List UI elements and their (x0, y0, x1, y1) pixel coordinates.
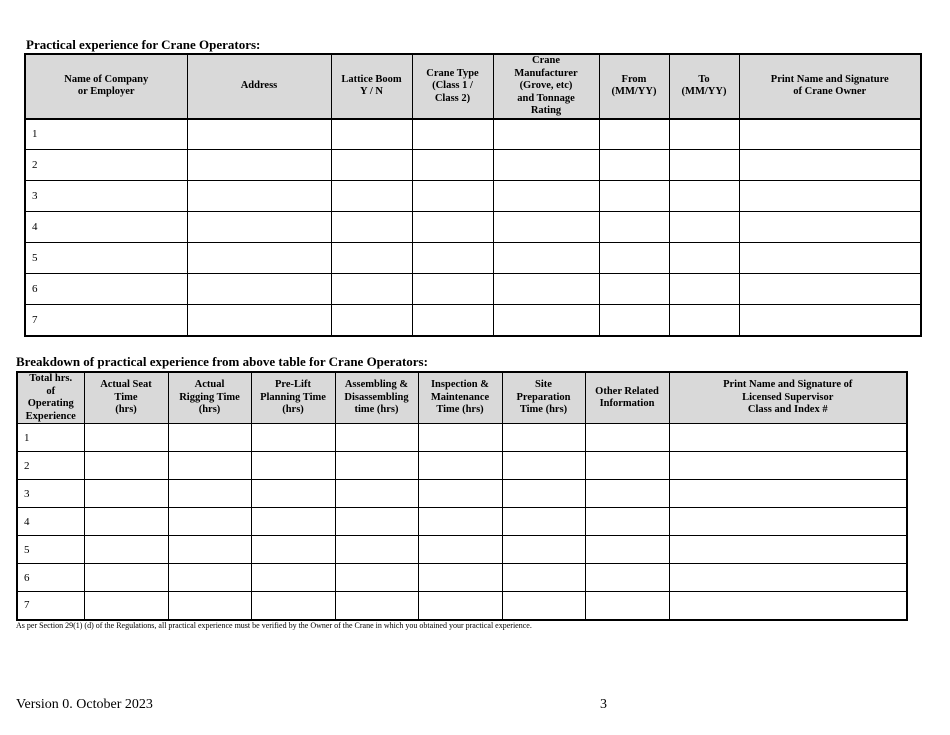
table2-entry-cell[interactable] (502, 536, 585, 564)
table1-row-number: 5 (25, 243, 187, 274)
table1-row-number: 7 (25, 305, 187, 336)
table-row (17, 424, 907, 452)
table1-entry-cell[interactable] (739, 305, 921, 336)
table1-entry-cell[interactable] (739, 119, 921, 150)
table1-entry-cell[interactable] (493, 119, 599, 150)
table2-entry-cell[interactable] (168, 536, 251, 564)
table1-entry-cell[interactable] (187, 305, 331, 336)
table2-entry-cell[interactable] (84, 564, 168, 592)
table1-entry-cell[interactable] (493, 243, 599, 274)
table2-header-1: Total hrs. of Operating Experience (17, 372, 84, 424)
table1-row-number: 3 (25, 181, 187, 212)
table2-entry-cell[interactable] (669, 564, 907, 592)
table2-row-number: 2 (17, 452, 84, 480)
table2-entry-cell[interactable] (168, 508, 251, 536)
table2-entry-cell[interactable] (251, 480, 335, 508)
table2-entry-cell[interactable] (335, 592, 418, 620)
table1-entry-cell[interactable] (412, 119, 493, 150)
table2-entry-cell[interactable] (251, 508, 335, 536)
table1-entry-cell[interactable] (599, 274, 669, 305)
table1-entry-cell[interactable] (739, 243, 921, 274)
table2-entry-cell[interactable] (84, 592, 168, 620)
table2-entry-cell[interactable] (335, 508, 418, 536)
table2-entry-cell[interactable] (502, 480, 585, 508)
table-row (17, 564, 907, 592)
table2-entry-cell[interactable] (418, 536, 502, 564)
table2-entry-cell[interactable] (585, 452, 669, 480)
table1-row-number: 6 (25, 274, 187, 305)
table1-entry-cell[interactable] (331, 243, 412, 274)
table2-entry-cell[interactable] (502, 592, 585, 620)
table1-entry-cell[interactable] (331, 274, 412, 305)
table2-header-9: Print Name and Signature of Licensed Supervisor Class and Index # (669, 372, 907, 424)
table2-entry-cell[interactable] (251, 452, 335, 480)
table2-header-8: Other Related Information (585, 372, 669, 424)
table1-entry-cell[interactable] (412, 274, 493, 305)
table2-row-number: 3 (17, 480, 84, 508)
table2-entry-cell[interactable] (585, 424, 669, 452)
table-row (17, 480, 907, 508)
experience-breakdown-table (16, 371, 908, 621)
table1-caption: Practical experience for Crane Operators: (26, 37, 261, 52)
crane-experience-table (24, 53, 922, 337)
table2-row-number: 6 (17, 564, 84, 592)
table1-entry-cell[interactable] (187, 243, 331, 274)
table1-entry-cell[interactable] (599, 305, 669, 336)
table2-entry-cell[interactable] (502, 508, 585, 536)
table2-entry-cell[interactable] (335, 424, 418, 452)
table1-entry-cell[interactable] (331, 119, 412, 150)
table2-entry-cell[interactable] (585, 508, 669, 536)
table1-header-3: Lattice Boom Y / N (331, 54, 412, 119)
table-row (25, 212, 921, 243)
table1-entry-cell[interactable] (493, 212, 599, 243)
table1-header-2: Address (187, 54, 331, 119)
table2-entry-cell[interactable] (84, 424, 168, 452)
table1-entry-cell[interactable] (739, 150, 921, 181)
table1-entry-cell[interactable] (187, 150, 331, 181)
table2-row-number: 1 (17, 424, 84, 452)
table2-entry-cell[interactable] (669, 508, 907, 536)
table2-header-2: Actual Seat Time (hrs) (84, 372, 168, 424)
table2-entry-cell[interactable] (168, 424, 251, 452)
table1-entry-cell[interactable] (331, 150, 412, 181)
table2-header-3: Actual Rigging Time (hrs) (168, 372, 251, 424)
table2-entry-cell[interactable] (168, 452, 251, 480)
table2-entry-cell[interactable] (585, 480, 669, 508)
table2-header-5: Assembling & Disassembling time (hrs) (335, 372, 418, 424)
table1-entry-cell[interactable] (599, 181, 669, 212)
table1-entry-cell[interactable] (599, 243, 669, 274)
table1-entry-cell[interactable] (187, 119, 331, 150)
table1-body (25, 119, 921, 336)
table2-entry-cell[interactable] (418, 508, 502, 536)
table-row (25, 119, 921, 150)
table2-entry-cell[interactable] (418, 564, 502, 592)
table2-entry-cell[interactable] (585, 564, 669, 592)
table1-entry-cell[interactable] (412, 181, 493, 212)
table2-entry-cell[interactable] (251, 424, 335, 452)
table1-row-number: 4 (25, 212, 187, 243)
table2-entry-cell[interactable] (251, 536, 335, 564)
table-row (25, 150, 921, 181)
table1-entry-cell[interactable] (331, 305, 412, 336)
table1-entry-cell[interactable] (493, 274, 599, 305)
table1-row-number: 1 (25, 119, 187, 150)
table1-entry-cell[interactable] (331, 212, 412, 243)
table1-header-8: Print Name and Signature of Crane Owner (739, 54, 921, 119)
table1-entry-cell[interactable] (331, 181, 412, 212)
table1-entry-cell[interactable] (599, 119, 669, 150)
table1-entry-cell[interactable] (493, 305, 599, 336)
table1-entry-cell[interactable] (669, 243, 739, 274)
table-row (17, 592, 907, 620)
table2-entry-cell[interactable] (418, 452, 502, 480)
table2-entry-cell[interactable] (669, 424, 907, 452)
table2-entry-cell[interactable] (418, 480, 502, 508)
table1-entry-cell[interactable] (669, 274, 739, 305)
table2-entry-cell[interactable] (168, 480, 251, 508)
table1-entry-cell[interactable] (739, 274, 921, 305)
table2-entry-cell[interactable] (669, 592, 907, 620)
table2-body (17, 424, 907, 620)
table1-entry-cell[interactable] (739, 181, 921, 212)
table2-entry-cell[interactable] (251, 592, 335, 620)
table2-entry-cell[interactable] (669, 536, 907, 564)
table2-entry-cell[interactable] (168, 564, 251, 592)
table2-entry-cell[interactable] (335, 452, 418, 480)
table1-entry-cell[interactable] (669, 212, 739, 243)
table2-caption: Breakdown of practical experience from above table for Crane Operators: (16, 354, 428, 369)
table1-entry-cell[interactable] (412, 150, 493, 181)
table2-entry-cell[interactable] (502, 452, 585, 480)
table2-entry-cell[interactable] (585, 592, 669, 620)
table-row (25, 305, 921, 336)
table2-entry-cell[interactable] (84, 452, 168, 480)
table2-entry-cell[interactable] (84, 536, 168, 564)
table1-entry-cell[interactable] (669, 119, 739, 150)
table1-header-6: From (MM/YY) (599, 54, 669, 119)
table-row (17, 508, 907, 536)
table2-entry-cell[interactable] (585, 536, 669, 564)
table1-entry-cell[interactable] (412, 305, 493, 336)
table1-header-1: Name of Company or Employer (25, 54, 187, 119)
table2-header-row (17, 372, 907, 424)
table-row (25, 243, 921, 274)
table2-entry-cell[interactable] (418, 424, 502, 452)
verification-note: As per Section 29(1) (d) of the Regulations, all practical experience must be verified by the Owner of the Crane in which you obtained your practical experience. (16, 621, 532, 630)
table2-row-number: 4 (17, 508, 84, 536)
table1-entry-cell[interactable] (669, 150, 739, 181)
table1-entry-cell[interactable] (669, 305, 739, 336)
table2-header-4: Pre-Lift Planning Time (hrs) (251, 372, 335, 424)
table2-entry-cell[interactable] (502, 424, 585, 452)
table1-entry-cell[interactable] (493, 150, 599, 181)
table2-entry-cell[interactable] (335, 480, 418, 508)
table-row (25, 181, 921, 212)
table1-entry-cell[interactable] (412, 243, 493, 274)
table2-entry-cell[interactable] (502, 564, 585, 592)
table1-entry-cell[interactable] (187, 274, 331, 305)
table2-entry-cell[interactable] (669, 480, 907, 508)
table-row (17, 452, 907, 480)
table1-entry-cell[interactable] (669, 181, 739, 212)
table2-entry-cell[interactable] (418, 592, 502, 620)
table2-row-number: 7 (17, 592, 84, 620)
table1-row-number: 2 (25, 150, 187, 181)
table1-entry-cell[interactable] (739, 212, 921, 243)
table2-entry-cell[interactable] (251, 564, 335, 592)
version-label: Version 0. October 2023 (16, 697, 153, 712)
table1-entry-cell[interactable] (187, 212, 331, 243)
table1-entry-cell[interactable] (187, 181, 331, 212)
table2-entry-cell[interactable] (669, 452, 907, 480)
table1-entry-cell[interactable] (412, 212, 493, 243)
table1-entry-cell[interactable] (599, 212, 669, 243)
table1-header-7: To (MM/YY) (669, 54, 739, 119)
table2-entry-cell[interactable] (84, 508, 168, 536)
table1-header-5: Crane Manufacturer (Grove, etc) and Tonnage Rating (493, 54, 599, 119)
table2-entry-cell[interactable] (168, 592, 251, 620)
table-row (25, 274, 921, 305)
table1-entry-cell[interactable] (599, 150, 669, 181)
table2-entry-cell[interactable] (335, 536, 418, 564)
table1-header-row (25, 54, 921, 119)
table1-entry-cell[interactable] (493, 181, 599, 212)
page-number: 3 (600, 697, 607, 712)
table2-row-number: 5 (17, 536, 84, 564)
table1-header-4: Crane Type (Class 1 / Class 2) (412, 54, 493, 119)
table2-entry-cell[interactable] (335, 564, 418, 592)
table-row (17, 536, 907, 564)
table2-header-6: Inspection & Maintenance Time (hrs) (418, 372, 502, 424)
table2-entry-cell[interactable] (84, 480, 168, 508)
table2-header-7: Site Preparation Time (hrs) (502, 372, 585, 424)
